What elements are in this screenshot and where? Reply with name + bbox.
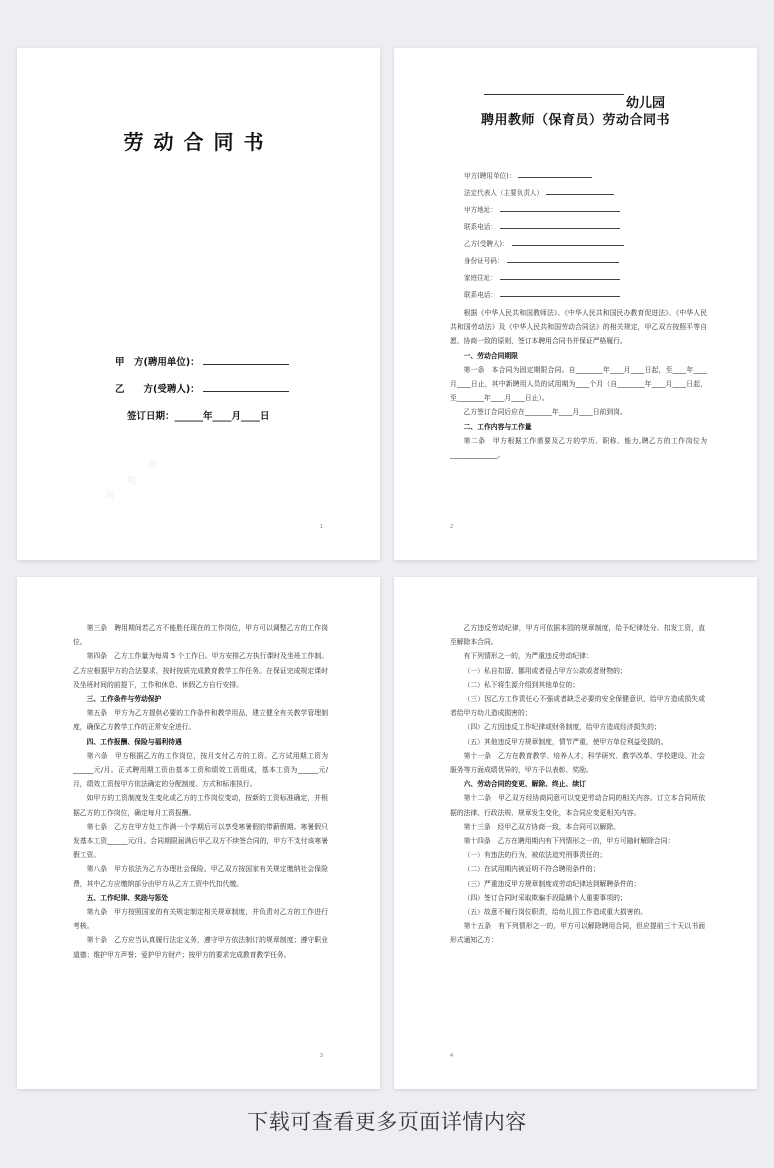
- document-page-2: [394, 48, 757, 560]
- list-item: （三）严重违反甲方规章制度或劳动纪律达到解聘条件的；: [463, 879, 641, 888]
- document-page-1: [17, 48, 380, 560]
- field-employee: 乙方(受聘人)：: [464, 238, 624, 248]
- section-heading: 六、劳动合同的变更、解除、终止、续订: [463, 780, 586, 789]
- list-item: （三）因乙方工作责任心不强或者缺乏必要的安全保健意识，给甲方造成损失或者给甲方幼儿造成损害的；: [450, 695, 705, 718]
- section-heading: 三、工作条件与劳动保护: [86, 695, 162, 704]
- field-employer: 甲方(聘用单位)：: [464, 170, 592, 180]
- kindergarten-suffix: 幼儿园: [626, 96, 666, 111]
- paragraph: 第二条 甲方根据工作需要及乙方的学历、职称、能力,聘乙方的工作岗位为______________。: [450, 436, 707, 460]
- list-item: （四）乙方因违反工作纪律或财务制度，给甲方造成经济损失的；: [463, 723, 661, 732]
- page-number: 2: [450, 524, 454, 530]
- watermark: [96, 450, 168, 511]
- paragraph: 第十一条 乙方在教育教学、培养人才、科学研究、教学改革、学校建设、社会服务等方面成绩优异的，甲方予以表彰、奖励。: [450, 751, 705, 775]
- field-employer-address: 甲方地址：: [464, 204, 620, 214]
- field-id-number: 身份证号码：: [464, 255, 619, 265]
- paragraph: 第十五条 有下列情形之一的，甲方可以解除聘用合同，但应提前三十天以书面形式通知乙方：: [450, 922, 705, 945]
- section-heading: 五、工作纪律、奖励与惩处: [86, 893, 169, 902]
- list-item: （四）签订合同时采取欺骗手段隐瞒个人重要事项的；: [463, 893, 627, 902]
- paragraph: 乙方签订合同后应在________年____月____日前到岗。: [463, 408, 627, 417]
- paragraph: 第八条 甲方依法为乙方办理社会保险。甲乙双方按国家有关规定缴纳社会保险费，其中乙方应缴纳部分由甲方从乙方工资中代扣代缴。: [73, 865, 328, 888]
- party-a-blank: [203, 355, 289, 365]
- list-item: （五）故意不履行岗位职责，给幼儿园工作造成重大损害的。: [463, 908, 648, 917]
- party-b-label: 乙 方(受聘人)：: [115, 384, 200, 395]
- paragraph: 乙方违反劳动纪律，甲方可依据本园的规章制度，给予纪律处分、扣发工资，直至解除本合同。: [450, 624, 705, 647]
- list-item: （五）其他违反甲方规章制度，情节严重，使甲方单位利益受损的。: [463, 737, 668, 746]
- cover-title: 劳动合同书: [123, 130, 274, 154]
- paragraph: 第六条 甲方根据乙方的工作岗位，按月支付乙方的工资。乙方试用期工资为______元/月。正式聘用期工资由基本工资和绩效工资组成，基本工资为______元/月，绩效工资按甲方依法确定的分配制度、方式和标准执行。: [73, 751, 328, 789]
- paragraph: 第三条 聘用期间若乙方不能胜任现在的工作岗位，甲方可以调整乙方的工作岗位。: [73, 624, 328, 647]
- section-heading: 四、工作报酬、保险与福利待遇: [86, 737, 182, 746]
- paragraph: 第十三条 经甲乙双方协商一致，本合同可以解除。: [463, 822, 620, 831]
- list-item: （一）私自扣留、挪用或者侵占甲方公款或者财物的；: [463, 666, 627, 675]
- signing-date: 签订日期：______年____月____日: [127, 411, 270, 422]
- party-a-label: 甲 方(聘用单位)：: [115, 357, 200, 368]
- party-b-blank: [203, 382, 289, 392]
- field-legal-rep: 法定代表人（主要负责人）: [464, 187, 614, 197]
- contract-title: 聘用教师（保育员）劳动合同书: [480, 113, 670, 128]
- party-a-line: [115, 354, 289, 368]
- section-heading: 二、工作内容与工作量: [463, 422, 532, 431]
- document-page-3: [17, 577, 380, 1089]
- paragraph: 第十四条 乙方在聘用期内有下列情形之一的，甲方可随时解除合同：: [463, 837, 675, 846]
- party-b-line: [115, 381, 289, 395]
- paragraph: 第十二条 甲乙双方经协商同意可以变更劳动合同的相关内容。订立本合同所依据的法律、行政法规、规章发生变化，本合同应变更相关内容。: [450, 794, 705, 817]
- field-employee-phone: 联系电话：: [464, 289, 620, 299]
- page-number: 4: [450, 1053, 454, 1059]
- paragraph: 第十条 乙方应当认真履行法定义务，遵守甲方依法制订的规章制度；遵守职业道德；维护甲方声誉；爱护甲方财产；按甲方的要求完成教育教学任务。: [73, 936, 328, 959]
- field-employer-phone: 联系电话：: [464, 221, 620, 231]
- paragraph: 根据《中华人民共和国教师法》、《中华人民共和国民办教育促进法》、《中华人民共和国劳动法》及《中华人民共和国劳动合同法》的相关规定，甲乙双方按照平等自愿、协商一致的原则，签订本聘用合同书并保证严格履行。: [450, 309, 707, 346]
- list-item: （二）在试用期内被证明不符合聘用条件的；: [463, 865, 600, 874]
- list-item: （一）有违法的行为，被依法追究刑事责任的；: [463, 851, 607, 860]
- paragraph: 如甲方的工资制度发生变化或乙方的工作岗位变动，按新的工资标准确定，并根据乙方的工作岗位，确定每月工资报酬。: [73, 794, 328, 817]
- list-item: （二）私下将生源介绍到其他单位的；: [463, 680, 580, 689]
- document-page-4: [394, 577, 757, 1089]
- paragraph: 有下列情形之一的，为严重违反劳动纪律：: [463, 652, 593, 661]
- field-home-address: 家庭住址：: [464, 272, 620, 282]
- paragraph: 第九条 甲方按照国家的有关规定制定相关规章制度，并负责对乙方的工作进行考核。: [73, 908, 328, 931]
- page-number: 3: [319, 1053, 323, 1059]
- paragraph: 第四条 乙方工作量为每周 5 个工作日。甲方安排乙方执行课时及坐班工作制。乙方应根据甲方的合法要求，按时按质完成教育教学工作任务。在保证完成规定课时及坐班时间的前提下，工作和休息、休假乙方自行安排。: [73, 652, 328, 689]
- page-number: 1: [319, 524, 323, 530]
- more-pages-caption[interactable]: 下载可查看更多页面详情内容: [247, 1110, 527, 1134]
- paragraph: 第一条 本合同为固定期限合同。自________年____月____日起，至____年____月____日止，其中新聘用人员的试用期为____个月（自________年____月____日起，至________年____月____日止）。: [450, 365, 707, 403]
- paragraph: 第五条 甲方为乙方提供必要的工作条件和教学用品，建立健全有关教学管理制度，确保乙方教学工作的正常安全进行。: [73, 709, 328, 732]
- page4-body: [450, 621, 705, 948]
- kindergarten-name-blank: [484, 94, 624, 95]
- page2-body: [450, 306, 707, 462]
- paragraph: 第七条 乙方在甲方处工作满一个学期后可以享受寒暑假的带薪假期。寒暑假只发基本工资______元/月。合同期限届满后甲乙双方不续签合同的，甲方不支付该寒暑假工资。: [73, 822, 328, 860]
- page3-body: [73, 621, 328, 962]
- section-heading: 一、劳动合同期限: [463, 351, 518, 360]
